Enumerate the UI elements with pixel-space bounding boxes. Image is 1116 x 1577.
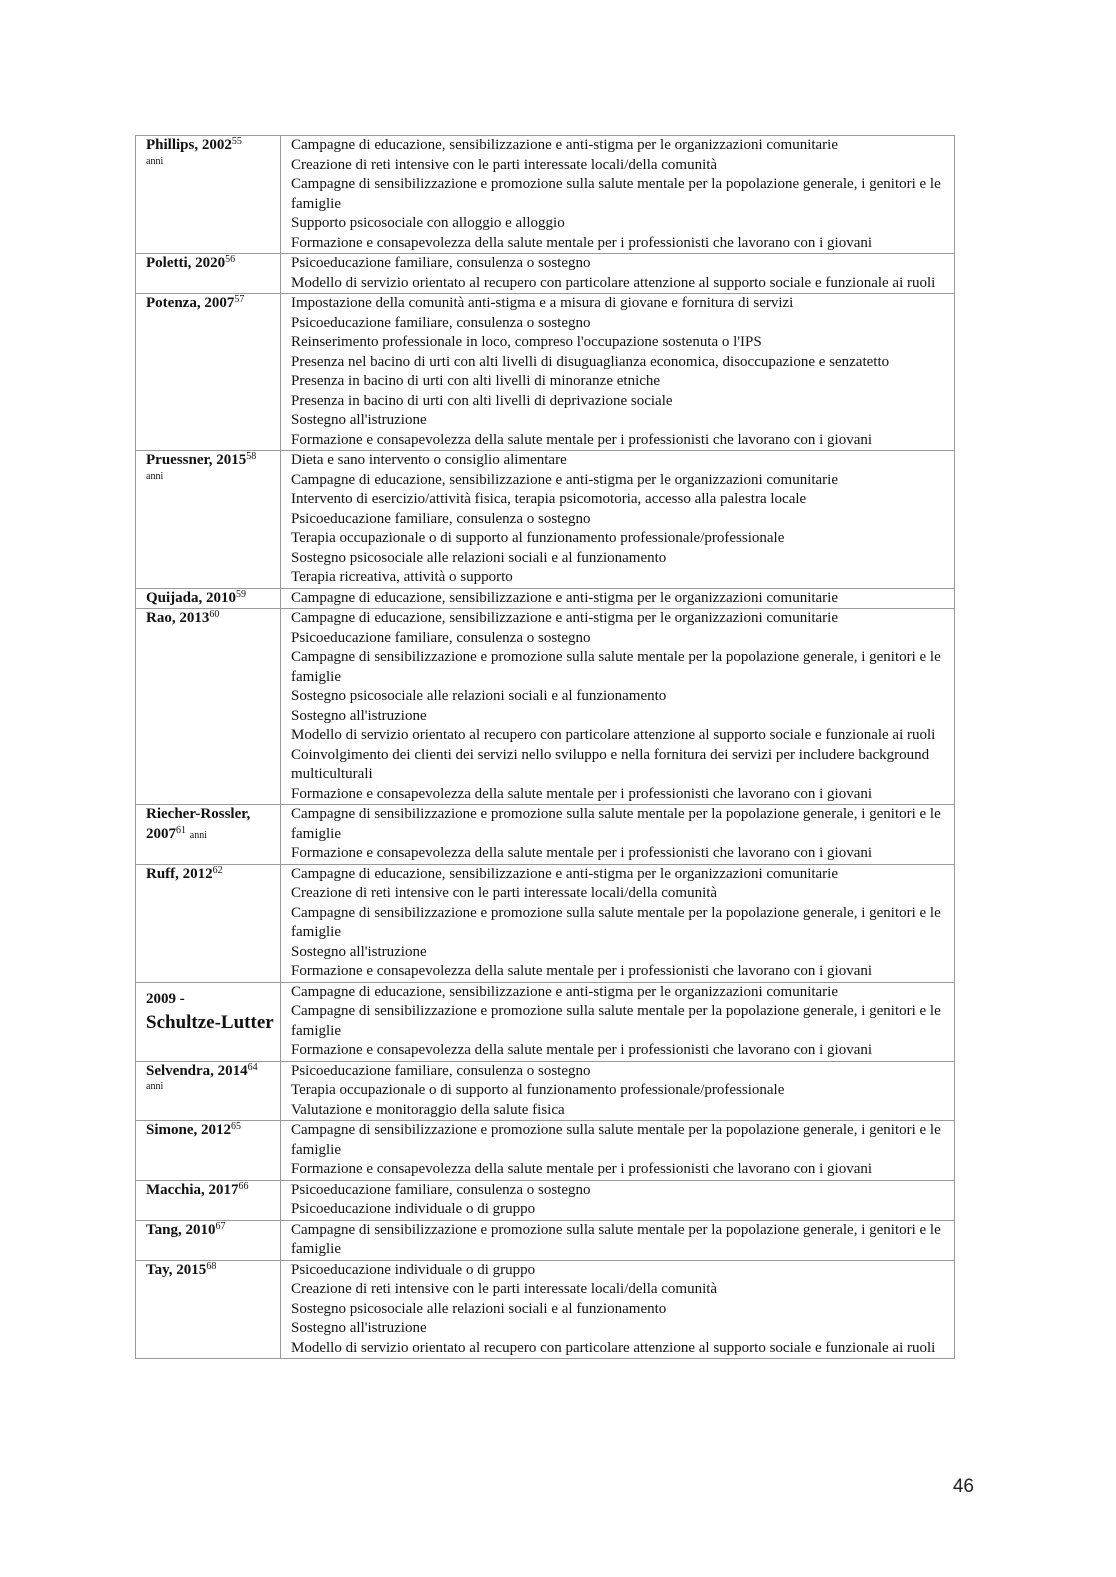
intervention-item: Campagne di sensibilizzazione e promozione sulla salute mentale per la popolazione generale, i genitori e le famiglie [291, 176, 941, 212]
intervention-item: Campagne di sensibilizzazione e promozione sulla salute mentale per la popolazione generale, i genitori e le famiglie [291, 904, 941, 940]
author-cell [136, 136, 281, 254]
interventions-cell [281, 982, 955, 1061]
intervention-item: Campagne di educazione, sensibilizzazione e anti-stigma per le organizzazioni comunitarie [291, 589, 839, 606]
interventions-cell [281, 1260, 955, 1359]
intervention-item: Terapia occupazionale o di supporto al funzionamento professionale/professionale [291, 1082, 785, 1098]
intervention-item: Formazione e consapevolezza della salute mentale per i professionisti che lavorano con i giovani [291, 1042, 873, 1058]
author-name: Rao, 2013 [146, 610, 210, 626]
author-cell [136, 588, 281, 609]
intervention-item: Campagne di sensibilizzazione e promozione sulla salute mentale per la popolazione generale, i genitori e le famiglie [291, 806, 941, 842]
author-cell [136, 982, 281, 1061]
intervention-item: Psicoeducazione familiare, consulenza o sostegno [291, 1181, 591, 1198]
intervention-item: Supporto psicosociale con alloggio e alloggio [291, 215, 565, 231]
intervention-item: Coinvolgimento dei clienti dei servizi nello sviluppo e nella fornitura dei servizi per includere background multiculturali [291, 746, 930, 782]
interventions-cell [281, 294, 955, 451]
table-row [136, 588, 955, 609]
intervention-item: Formazione e consapevolezza della salute mentale per i professionisti che lavorano con i giovani [291, 431, 873, 448]
intervention-item: Modello di servizio orientato al recupero con particolare attenzione al supporto sociale e funzionale ai ruoli [291, 727, 936, 743]
intervention-item: Sostegno all'istruzione [291, 943, 427, 960]
author-note: anni [146, 155, 164, 167]
reference-number: 64 [247, 1061, 258, 1073]
intervention-item: Psicoeducazione individuale o di gruppo [291, 1201, 536, 1217]
reference-number: 60 [209, 609, 220, 620]
intervention-item: Campagne di educazione, sensibilizzazione e anti-stigma per le organizzazioni comunitarie [291, 983, 839, 1000]
intervention-item: Modello di servizio orientato al recupero con particolare attenzione al supporto sociale e funzionale ai ruoli [291, 1339, 936, 1356]
intervention-item: Psicoeducazione individuale o di gruppo [291, 1261, 536, 1278]
reference-number: 56 [225, 254, 236, 265]
intervention-item: Campagne di sensibilizzazione e promozione sulla salute mentale per la popolazione generale, i genitori e le famiglie [291, 649, 941, 685]
table-row [136, 1180, 955, 1220]
intervention-item: Reinserimento professionale in loco, compreso l'occupazione sostenuta o l'IPS [291, 334, 762, 350]
table-row [136, 609, 955, 805]
author-name: Tang, 2010 [146, 1221, 216, 1238]
reference-number: 59 [236, 588, 247, 600]
interventions-cell [281, 254, 955, 294]
intervention-item: Sostegno all'istruzione [291, 1320, 427, 1336]
reference-number: 61 [176, 824, 186, 836]
author-note: anni [146, 470, 164, 482]
intervention-item: Campagne di sensibilizzazione e promozione sulla salute mentale per la popolazione generale, i genitori e le famiglie [291, 1122, 941, 1158]
intervention-item: Campagne di educazione, sensibilizzazione e anti-stigma per le organizzazioni comunitarie [291, 865, 839, 882]
author-name: Ruff, 2012 [146, 865, 213, 882]
intervention-item: Campagne di sensibilizzazione e promozione sulla salute mentale per la popolazione generale, i genitori e le famiglie [291, 1003, 941, 1039]
reference-number: 55 [231, 136, 242, 147]
intervention-item: Sostegno all'istruzione [291, 412, 427, 428]
references-table-body [136, 136, 955, 1359]
intervention-item: Creazione di reti intensive con le parti interessate locali/della comunità [291, 156, 718, 173]
author-cell [136, 1121, 281, 1181]
reference-number: 68 [206, 1260, 217, 1272]
reference-number: 65 [231, 1121, 242, 1132]
references-table [135, 135, 955, 1359]
author-name: Schultze-Lutter [146, 1011, 274, 1033]
intervention-item: Psicoeducazione familiare, consulenza o sostegno [291, 510, 591, 527]
reference-number: 58 [246, 451, 257, 462]
intervention-item: Campagne di educazione, sensibilizzazione e anti-stigma per le organizzazioni comunitarie [291, 137, 839, 153]
author-name: Quijada, 2010 [146, 589, 237, 606]
author-name: Potenza, 2007 [146, 295, 235, 311]
table-row [136, 982, 955, 1061]
interventions-cell [281, 136, 955, 254]
reference-number: 66 [238, 1180, 249, 1192]
author-cell [136, 609, 281, 805]
author-cell [136, 1220, 281, 1260]
table-row [136, 294, 955, 451]
table-row [136, 136, 955, 254]
intervention-item: Terapia ricreativa, attività o supporto [291, 569, 513, 585]
interventions-cell [281, 588, 955, 609]
author-cell [136, 805, 281, 865]
interventions-cell [281, 864, 955, 982]
author-cell [136, 1061, 281, 1121]
author-note: anni [189, 829, 207, 841]
reference-number: 67 [215, 1220, 226, 1232]
intervention-item: Sostegno psicosociale alle relazioni sociali e al funzionamento [291, 1300, 667, 1317]
intervention-item: Formazione e consapevolezza della salute mentale per i professionisti che lavorano con i giovani [291, 1161, 873, 1177]
intervention-item: Presenza in bacino di urti con alti livelli di minoranze etniche [291, 373, 661, 389]
author-cell [136, 1180, 281, 1220]
intervention-item: Presenza nel bacino di urti con alti livelli di disuguaglianza economica, disoccupazione e senzatetto [291, 353, 890, 370]
intervention-item: Valutazione e monitoraggio della salute fisica [291, 1101, 565, 1118]
intervention-item: Creazione di reti intensive con le parti interessate locali/della comunità [291, 885, 718, 901]
table-row [136, 864, 955, 982]
author-cell [136, 864, 281, 982]
author-year: 2009 - [146, 990, 185, 1007]
table-row [136, 1121, 955, 1181]
table-row [136, 805, 955, 865]
author-name: Macchia, 2017 [146, 1181, 239, 1198]
author-name: Phillips, 2002 [146, 137, 232, 153]
intervention-item: Campagne di educazione, sensibilizzazione e anti-stigma per le organizzazioni comunitarie [291, 471, 839, 488]
author-name: Tay, 2015 [146, 1261, 207, 1278]
page-number: 46 [952, 1476, 974, 1497]
author-name: Pruessner, 2015 [146, 452, 247, 468]
intervention-item: Presenza in bacino di urti con alti livelli di deprivazione sociale [291, 392, 673, 409]
author-name: Selvendra, 2014 [146, 1062, 248, 1079]
table-row [136, 254, 955, 294]
author-cell [136, 451, 281, 589]
intervention-item: Modello di servizio orientato al recupero con particolare attenzione al supporto sociale e funzionale ai ruoli [291, 274, 936, 291]
intervention-item: Sostegno all'istruzione [291, 707, 427, 724]
interventions-cell [281, 1121, 955, 1181]
intervention-item: Terapia occupazionale o di supporto al funzionamento professionale/professionale [291, 530, 785, 546]
intervention-item: Sostegno psicosociale alle relazioni sociali e al funzionamento [291, 549, 667, 566]
author-cell [136, 294, 281, 451]
intervention-item: Formazione e consapevolezza della salute mentale per i professionisti che lavorano con i giovani [291, 785, 873, 802]
interventions-cell [281, 1061, 955, 1121]
reference-number: 62 [212, 864, 223, 876]
intervention-item: Campagne di sensibilizzazione e promozione sulla salute mentale per la popolazione generale, i genitori e le famiglie [291, 1221, 941, 1257]
intervention-item: Formazione e consapevolezza della salute mentale per i professionisti che lavorano con i giovani [291, 234, 873, 251]
intervention-item: Creazione di reti intensive con le parti interessate locali/della comunità [291, 1281, 718, 1297]
intervention-item: Intervento di esercizio/attività fisica, terapia psicomotoria, accesso alla palestra locale [291, 491, 807, 507]
author-note: anni [146, 1081, 164, 1092]
intervention-item: Impostazione della comunità anti-stigma e a misura di giovane e fornitura di servizi [291, 295, 794, 311]
interventions-cell [281, 1220, 955, 1260]
intervention-item: Campagne di educazione, sensibilizzazione e anti-stigma per le organizzazioni comunitarie [291, 610, 839, 626]
interventions-cell [281, 805, 955, 865]
intervention-item: Formazione e consapevolezza della salute mentale per i professionisti che lavorano con i giovani [291, 845, 873, 861]
intervention-item: Psicoeducazione familiare, consulenza o sostegno [291, 314, 591, 331]
table-row [136, 1061, 955, 1121]
table-row [136, 451, 955, 589]
interventions-cell [281, 609, 955, 805]
reference-number: 57 [234, 294, 245, 305]
intervention-item: Dieta e sano intervento o consiglio alimentare [291, 452, 567, 468]
interventions-cell [281, 451, 955, 589]
author-name: Riecher-Rossler, 2007 [146, 806, 251, 842]
table-row [136, 1260, 955, 1359]
author-cell [136, 254, 281, 294]
author-cell [136, 1260, 281, 1359]
intervention-item: Psicoeducazione familiare, consulenza o sostegno [291, 1062, 591, 1079]
table-row [136, 1220, 955, 1260]
author-name: Simone, 2012 [146, 1122, 232, 1138]
intervention-item: Formazione e consapevolezza della salute mentale per i professionisti che lavorano con i giovani [291, 963, 873, 979]
intervention-item: Sostegno psicosociale alle relazioni sociali e al funzionamento [291, 688, 667, 704]
intervention-item: Psicoeducazione familiare, consulenza o sostegno [291, 255, 591, 271]
author-name: Poletti, 2020 [146, 255, 226, 271]
intervention-item: Psicoeducazione familiare, consulenza o sostegno [291, 629, 591, 646]
interventions-cell [281, 1180, 955, 1220]
